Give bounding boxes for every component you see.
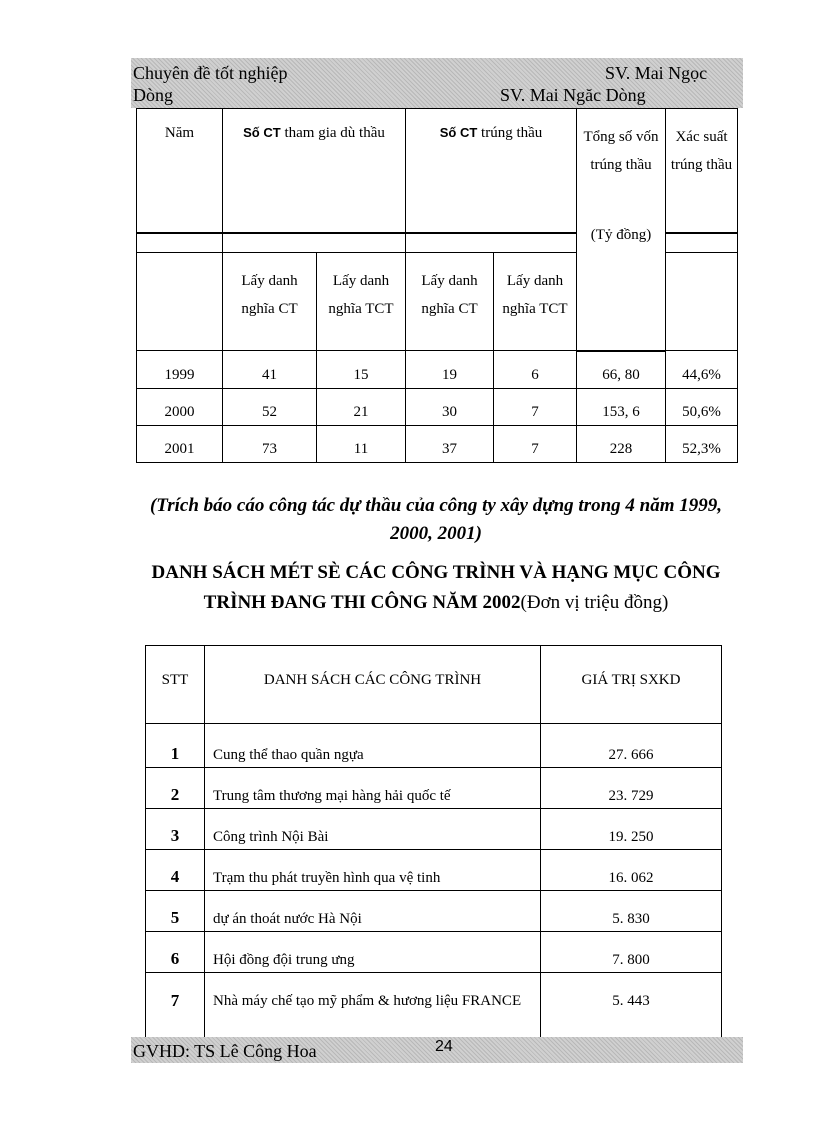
cell-year: 1999 — [137, 351, 223, 389]
cell-stt: 1 — [146, 724, 205, 768]
cell-project-value: 5. 830 — [541, 891, 722, 932]
cell-w-ct: 30 — [406, 389, 494, 426]
bidding-stats-table — [136, 108, 738, 463]
cell-w-tct: 7 — [494, 389, 577, 426]
col-capital-unit: (Tỷ đồng) — [590, 227, 652, 243]
col-capital-label: Tổng số vốn trúng thầu — [583, 129, 659, 173]
sub-win-ct: Lấy danh nghĩa CT — [406, 253, 494, 351]
cell-stt: 2 — [146, 768, 205, 809]
cell-stt: 5 — [146, 891, 205, 932]
cell-p-tct: 21 — [317, 389, 406, 426]
header-student-name-2: SV. Mai Ngăc Dòng — [500, 85, 646, 105]
cell-w-ct: 37 — [406, 426, 494, 463]
section-title-line1: DANH SÁCH MÉT SÈ CÁC CÔNG TRÌNH VÀ HẠNG MỤC CÔNG — [151, 562, 721, 583]
footer-advisor: GVHD: TS Lê Công Hoa — [133, 1041, 317, 1061]
cell-prob: 52,3% — [666, 426, 738, 463]
cell-stt: 7 — [146, 973, 205, 1051]
cell-year: 2001 — [137, 426, 223, 463]
col-win-header — [406, 109, 577, 233]
cell-project-value: 27. 666 — [541, 724, 722, 768]
sub-win-tct: Lấy danh nghĩa TCT — [494, 253, 577, 351]
col-capital-header — [577, 109, 666, 351]
cell-project-value: 16. 062 — [541, 850, 722, 891]
cell-prob: 50,6% — [666, 389, 738, 426]
col-name-header: DANH SÁCH CÁC CÔNG TRÌNH — [205, 646, 541, 724]
cell-stt: 6 — [146, 932, 205, 973]
col-year-header: Năm — [137, 109, 223, 233]
cell-w-tct: 6 — [494, 351, 577, 389]
cell-project-name: Nhà máy chế tạo mỹ phẩm & hương liệu FRANCE — [205, 973, 541, 1051]
table-row — [146, 724, 722, 768]
table-row — [146, 850, 722, 891]
table-row — [146, 932, 722, 973]
cell-project-name: Công trình Nội Bài — [205, 809, 541, 850]
sub-participate-tct: Lấy danh nghĩa TCT — [317, 253, 406, 351]
cell-p-ct: 52 — [223, 389, 317, 426]
cell-stt: 4 — [146, 850, 205, 891]
cell-project-name: Hội đồng đội trung ưng — [205, 932, 541, 973]
cell-p-ct: 73 — [223, 426, 317, 463]
section-title — [130, 558, 742, 618]
header-doc-type: Chuyên đề tốt nghiệp — [133, 63, 288, 83]
cell-capital: 153, 6 — [577, 389, 666, 426]
cell-w-ct: 19 — [406, 351, 494, 389]
source-caption-line1: (Trích báo cáo công tác dự thầu của công ty xây dựng trong 4 năm 1999, — [149, 495, 723, 516]
sub-participate-ct: Lấy danh nghĩa CT — [223, 253, 317, 351]
projects-table — [145, 645, 722, 1051]
col-win-label: trúng thầu — [477, 125, 543, 141]
col-stt-header: STT — [146, 646, 205, 724]
col-value-header: GIÁ TRỊ SXKD — [541, 646, 722, 724]
section-title-unit: (Đơn vị triệu đồng) — [520, 592, 669, 613]
cell-project-name: dự án thoát nước Hà Nội — [205, 891, 541, 932]
col-participate-header — [223, 109, 406, 233]
cell-capital: 228 — [577, 426, 666, 463]
page-number: 24 — [435, 1038, 453, 1055]
cell-project-value: 7. 800 — [541, 932, 722, 973]
table-row — [137, 389, 738, 426]
cell-p-tct: 11 — [317, 426, 406, 463]
header-doc-type-cont: Dòng — [133, 85, 173, 105]
page-header — [131, 58, 743, 108]
source-caption-line2: 2000, 2001) — [390, 523, 482, 544]
section-title-line2-text: TRÌNH ĐANG THI CÔNG NĂM 2002 — [203, 592, 521, 613]
cell-stt: 3 — [146, 809, 205, 850]
cell-p-tct: 15 — [317, 351, 406, 389]
cell-project-value: 5. 443 — [541, 973, 722, 1051]
cell-prob: 44,6% — [666, 351, 738, 389]
cell-p-ct: 41 — [223, 351, 317, 389]
cell-project-name: Cung thể thao quần ngựa — [205, 724, 541, 768]
cell-capital: 66, 80 — [577, 351, 666, 389]
col-participate-prefix: Số CT — [243, 125, 281, 140]
cell-project-name: Trạm thu phát truyền hình qua vệ tinh — [205, 850, 541, 891]
cell-w-tct: 7 — [494, 426, 577, 463]
cell-project-value: 23. 729 — [541, 768, 722, 809]
cell-project-value: 19. 250 — [541, 809, 722, 850]
cell-project-name: Trung tâm thương mại hàng hải quốc tế — [205, 768, 541, 809]
page-footer — [131, 1037, 743, 1063]
cell-year: 2000 — [137, 389, 223, 426]
table-row — [146, 809, 722, 850]
col-prob-header: Xác suất trúng thầu — [666, 109, 738, 233]
table-row — [137, 426, 738, 463]
header-student-name: SV. Mai Ngọc — [605, 63, 708, 83]
section-title-line2 — [130, 588, 742, 618]
table-row — [137, 351, 738, 389]
source-caption — [130, 492, 742, 548]
table-row — [146, 891, 722, 932]
col-win-prefix: Số CT — [439, 125, 478, 140]
col-participate-label: tham gia dù thầu — [280, 125, 385, 141]
table-row — [146, 768, 722, 809]
